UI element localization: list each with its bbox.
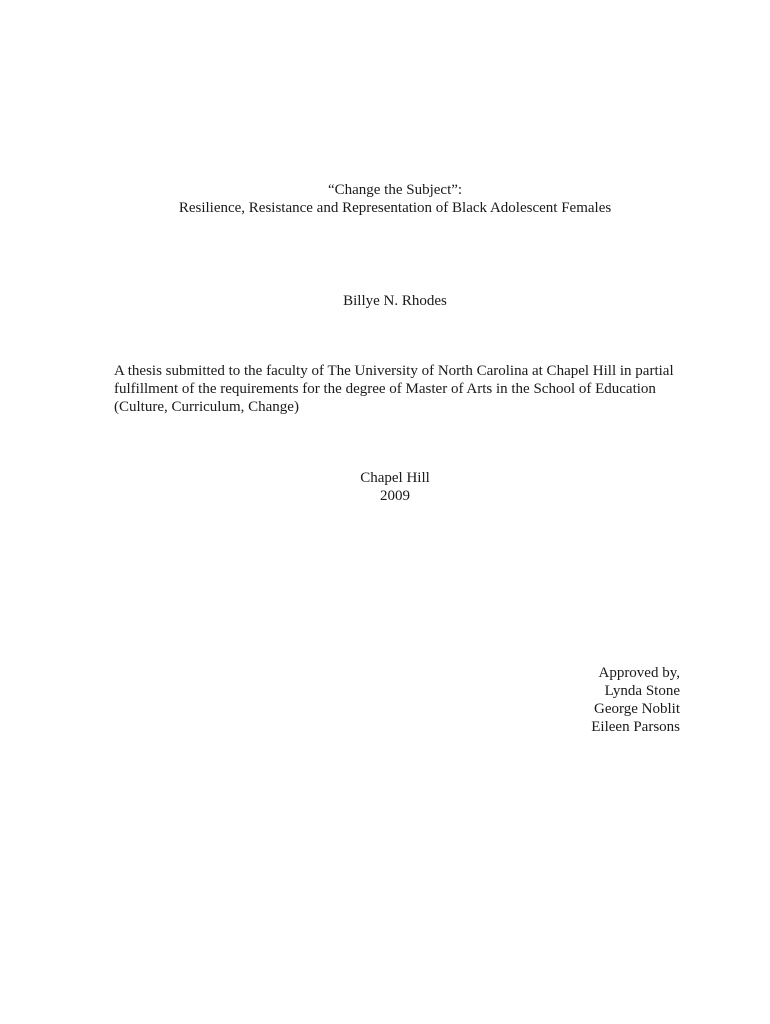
thesis-statement: [114, 362, 694, 416]
title-block: [0, 181, 770, 217]
place: Chapel Hill: [360, 470, 430, 486]
year: 2009: [380, 488, 410, 504]
approver-name: Eileen Parsons: [591, 719, 680, 735]
thesis-statement-line-1: A thesis submitted to the faculty of The University of North Carolina at Chapel Hill in partial: [114, 363, 674, 379]
approver-name: George Noblit: [594, 701, 680, 717]
title-line-2: Resilience, Resistance and Representation of Black Adolescent Females: [178, 200, 612, 216]
thesis-statement-line-2: fulfillment of the requirements for the degree of Master of Arts in the School of Education: [114, 381, 656, 397]
approval-heading: Approved by,: [598, 665, 680, 681]
title-line-1: “Change the Subject”:: [327, 182, 463, 198]
approver-name: Lynda Stone: [604, 683, 680, 699]
place-year-block: [0, 469, 770, 505]
approval-block: [591, 664, 680, 736]
author-name: Billye N. Rhodes: [343, 293, 447, 309]
author-block: [0, 292, 770, 310]
thesis-statement-line-3: (Culture, Curriculum, Change): [114, 399, 299, 415]
